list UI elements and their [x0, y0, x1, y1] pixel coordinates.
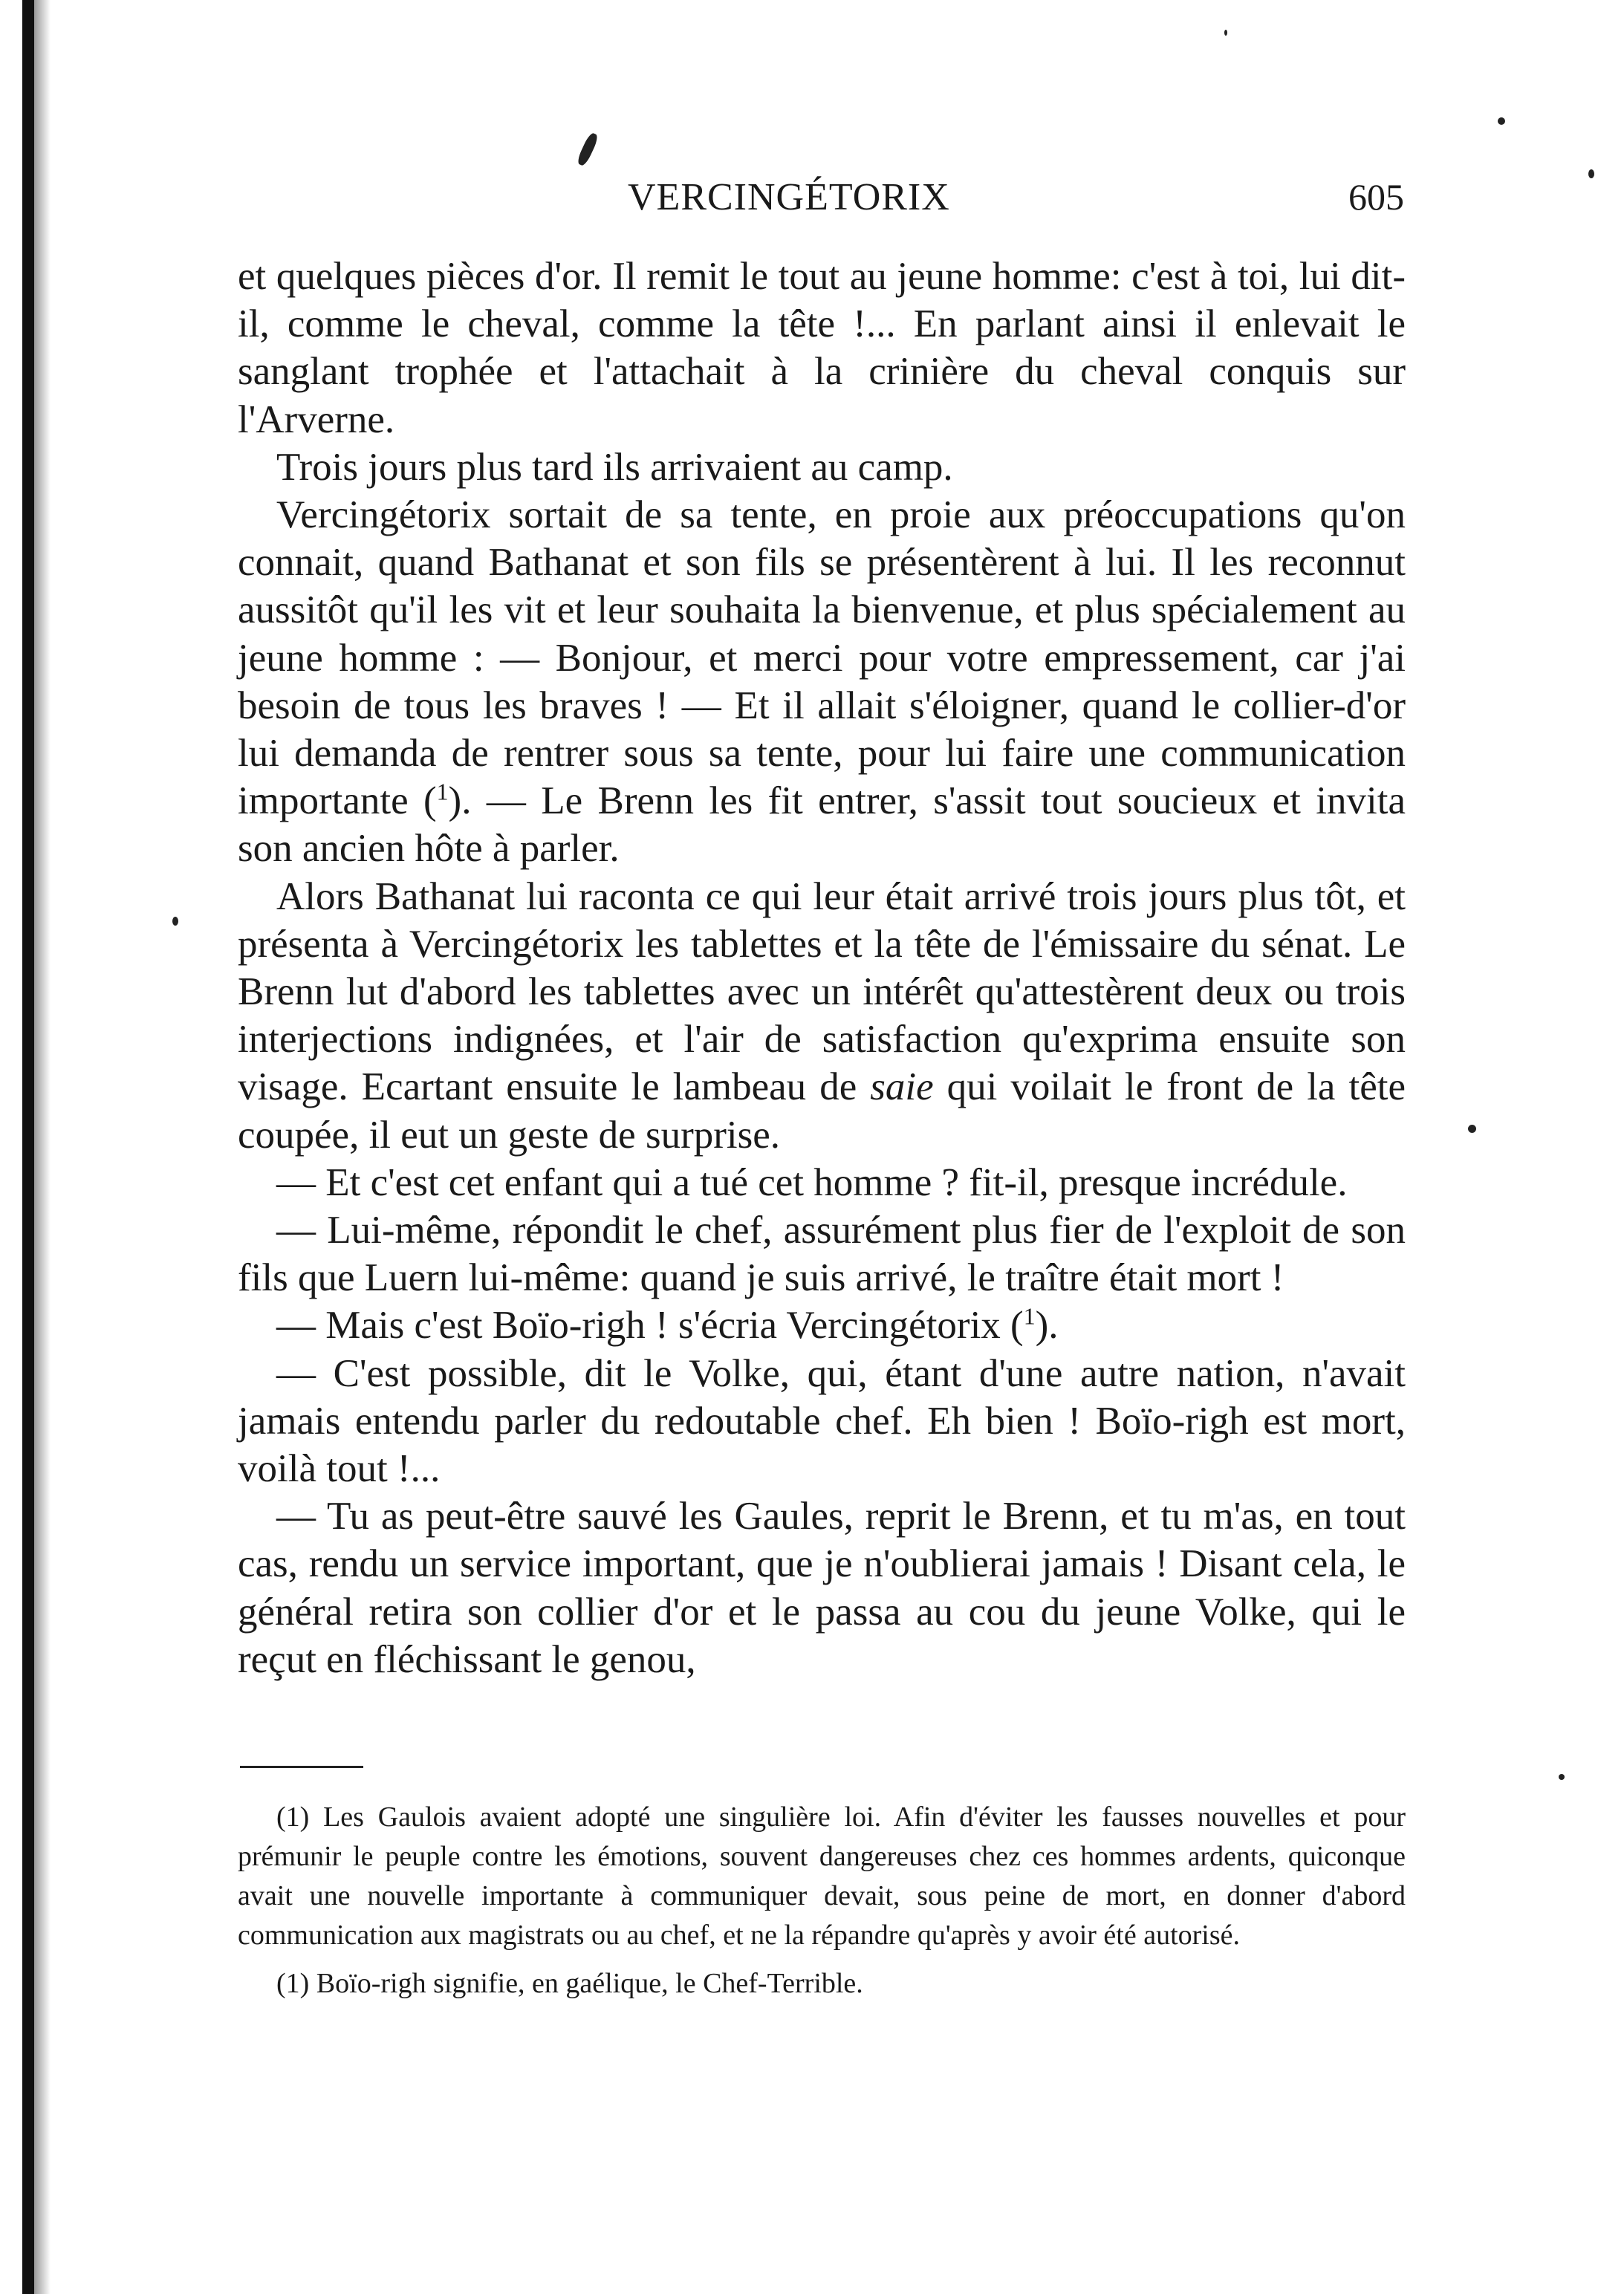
body-text	[238, 253, 1406, 1683]
ink-speck	[1468, 1125, 1476, 1133]
footnote-ref: 1	[436, 779, 449, 805]
paragraph: et quelques pièces d'or. Il remit le tout au jeune homme: c'est à toi, lui dit-il, comme le cheval, comme la tête !... En parlant ainsi il enlevait le sanglant trophée et l'attachait à la crinière du cheval conquis sur l'Arverne.	[238, 255, 1406, 441]
paragraph-text: ).	[1035, 1304, 1059, 1348]
paragraph-text: Alors Bathanat lui raconta ce qui leur était arrivé trois jours plus tôt, et présenta à Vercingétorix les tablettes et la tête de l'émissaire du sénat. Le Brenn lut d'abord les tablettes avec un intérêt qu'attestèrent deux ou trois interjections indignées, et l'air de satisfaction qu'exprima ensuite son visage. Ecartant ensuite le lambeau de	[238, 874, 1406, 1109]
paragraph-text: ). — Le Brenn les fit entrer, s'assit tout soucieux et invita son ancien hôte à parler.	[238, 779, 1406, 871]
paragraph-text: qui voilait le front de la tête coupée, il eut un geste de surprise.	[238, 1065, 1406, 1157]
paragraph	[238, 873, 1406, 1159]
ink-speck	[1498, 117, 1505, 125]
italic-word: saie	[870, 1065, 934, 1109]
ink-speck	[1588, 169, 1594, 178]
binding-shadow	[34, 0, 51, 2294]
ink-mark	[576, 131, 600, 167]
page-header	[238, 175, 1404, 235]
footnote: (1) Les Gaulois avaient adopté une singulière loi. Afin d'éviter les fausses nouvelles et pour prémunir le peuple contre les émotions, souvent dangereuses chez ces hommes ardents, quiconque avait une nouvelle importante à communiquer devait, sous peine de mort, en donner d'abord communication aux magistrats ou au chef, et ne la répandre qu'après y avoir été autorisé.	[238, 1801, 1406, 1951]
paragraph: — Lui-même, répondit le chef, assurément plus fier de l'exploit de son fils que Luern lui-même: quand je suis arrivé, le traître était mort !	[238, 1209, 1406, 1300]
paragraph: — Tu as peut-être sauvé les Gaules, reprit le Brenn, et tu m'as, en tout cas, rendu un service important, que je n'oublierai jamais ! Disant cela, le général retira son collier d'or et le passa au cou du jeune Volke, qui le reçut en fléchissant le genou,	[238, 1495, 1406, 1681]
footnote-ref: 1	[1023, 1303, 1036, 1330]
ink-speck	[1224, 30, 1227, 36]
book-binding-edge	[22, 0, 34, 2294]
running-title: VERCINGÉTORIX	[628, 176, 950, 218]
footnote: (1) Boïo-righ signifie, en gaélique, le Chef-Terrible.	[276, 1968, 863, 1999]
paragraph	[238, 1302, 1406, 1349]
paragraph-text: Vercingétorix sortait de sa tente, en proie aux préoccupations qu'on connait, quand Bathanat et son fils se présentèrent à lui. Il les reconnut aussitôt qu'il les vit et leur souhaita la bienvenue, et plus spécialement au jeune homme : — Bonjour, et merci pour votre empressement, car j'ai besoin de tous les braves ! — Et il allait s'éloigner, quand le collier-d'or lui demanda de rentrer sous sa tente, pour lui faire une communication importante (	[238, 493, 1406, 823]
paragraph: Trois jours plus tard ils arrivaient au camp.	[276, 445, 953, 489]
ink-speck	[1559, 1774, 1565, 1780]
page-number: 605	[1348, 176, 1404, 218]
paragraph-text: — Mais c'est Boïo-righ ! s'écria Vercingétorix (	[276, 1304, 1024, 1348]
ink-speck	[172, 917, 178, 926]
paragraph	[238, 491, 1406, 873]
paragraph: — Et c'est cet enfant qui a tué cet homme ? fit-il, presque incrédule.	[276, 1160, 1348, 1204]
paragraph: — C'est possible, dit le Volke, qui, étant d'une autre nation, n'avait jamais entendu parler du redoutable chef. Eh bien ! Boïo-righ est mort, voilà tout !...	[238, 1351, 1406, 1491]
footnote-divider	[240, 1766, 363, 1768]
footnotes	[238, 1798, 1406, 2012]
